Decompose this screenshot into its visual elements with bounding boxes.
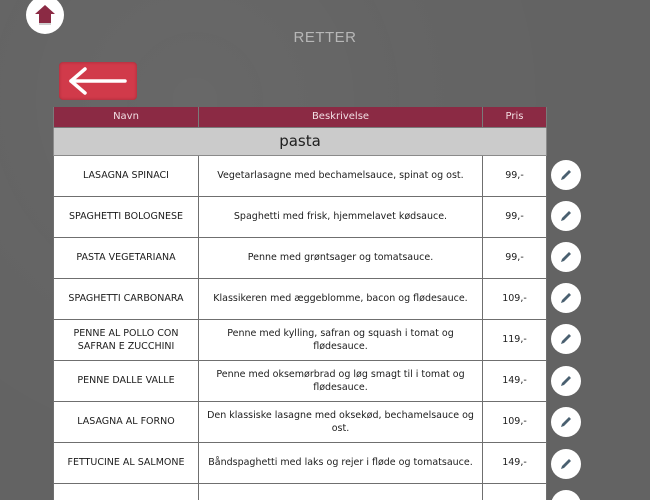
dish-price: 99,-	[483, 237, 547, 278]
table-row	[54, 319, 547, 360]
dish-name: PASTA VEGETARIANA	[54, 237, 199, 278]
table-row	[54, 360, 547, 401]
dish-description	[199, 483, 483, 500]
dish-name: LASAGNA AL FORNO	[54, 401, 199, 442]
edit-button[interactable]	[551, 490, 581, 500]
dish-description: Penne med grøntsager og tomatsauce.	[199, 237, 483, 278]
column-header-description: Beskrivelse	[199, 107, 483, 127]
pencil-icon	[559, 374, 573, 388]
edit-button[interactable]	[551, 407, 581, 437]
menu-table	[53, 107, 547, 500]
category-label: pasta	[54, 127, 547, 155]
dish-price: 149,-	[483, 442, 547, 483]
dish-name: PENNE DALLE VALLE	[54, 360, 199, 401]
edit-button[interactable]	[551, 366, 581, 396]
dish-price: 99,-	[483, 196, 547, 237]
pencil-icon	[559, 209, 573, 223]
pencil-icon	[559, 415, 573, 429]
table-row	[54, 196, 547, 237]
dish-description: Penne med oksemørbrad og løg smagt til i tomat og flødesauce.	[199, 360, 483, 401]
table-header-row	[54, 107, 547, 127]
pencil-icon	[559, 332, 573, 346]
dish-name: FETTUCINE AL SALMONE	[54, 442, 199, 483]
dish-name: SPAGHETTI CARBONARA	[54, 278, 199, 319]
dish-name: PENNE AL POLLO CON SAFRAN E ZUCCHINI	[54, 319, 199, 360]
dish-description: Spaghetti med frisk, hjemmelavet kødsauce.	[199, 196, 483, 237]
pencil-icon	[559, 457, 573, 471]
dish-description: Klassikeren med æggeblomme, bacon og flødesauce.	[199, 278, 483, 319]
dish-price: 149,-	[483, 360, 547, 401]
edit-button[interactable]	[551, 324, 581, 354]
pencil-icon	[559, 168, 573, 182]
category-row	[54, 127, 547, 155]
back-button[interactable]	[59, 62, 137, 100]
table-row	[54, 483, 547, 500]
dish-price	[483, 483, 547, 500]
column-header-name: Navn	[54, 107, 199, 127]
edit-button[interactable]	[551, 449, 581, 479]
column-header-price: Pris	[483, 107, 547, 127]
dish-name: LASAGNA SPINACI	[54, 155, 199, 196]
arrow-left-icon	[67, 66, 129, 96]
pencil-icon	[559, 291, 573, 305]
edit-button[interactable]	[551, 201, 581, 231]
table-row	[54, 401, 547, 442]
edit-button[interactable]	[551, 242, 581, 272]
pencil-icon	[559, 250, 573, 264]
dish-price: 109,-	[483, 278, 547, 319]
dish-description: Penne med kylling, safran og squash i tomat og flødesauce.	[199, 319, 483, 360]
page-title: RETTER	[293, 29, 357, 46]
dish-description: Den klassiske lasagne med oksekød, bechamelsauce og ost.	[199, 401, 483, 442]
table-row	[54, 237, 547, 278]
home-icon	[34, 3, 56, 27]
dish-price: 119,-	[483, 319, 547, 360]
dish-price: 99,-	[483, 155, 547, 196]
table-row	[54, 442, 547, 483]
edit-button[interactable]	[551, 160, 581, 190]
dish-description: Vegetarlasagne med bechamelsauce, spinat og ost.	[199, 155, 483, 196]
table-row	[54, 155, 547, 196]
dish-name: SPAGHETTI BOLOGNESE	[54, 196, 199, 237]
edit-button[interactable]	[551, 283, 581, 313]
dish-price: 109,-	[483, 401, 547, 442]
dish-name	[54, 483, 199, 500]
table-row	[54, 278, 547, 319]
dish-description: Båndspaghetti med laks og rejer i fløde og tomatsauce.	[199, 442, 483, 483]
